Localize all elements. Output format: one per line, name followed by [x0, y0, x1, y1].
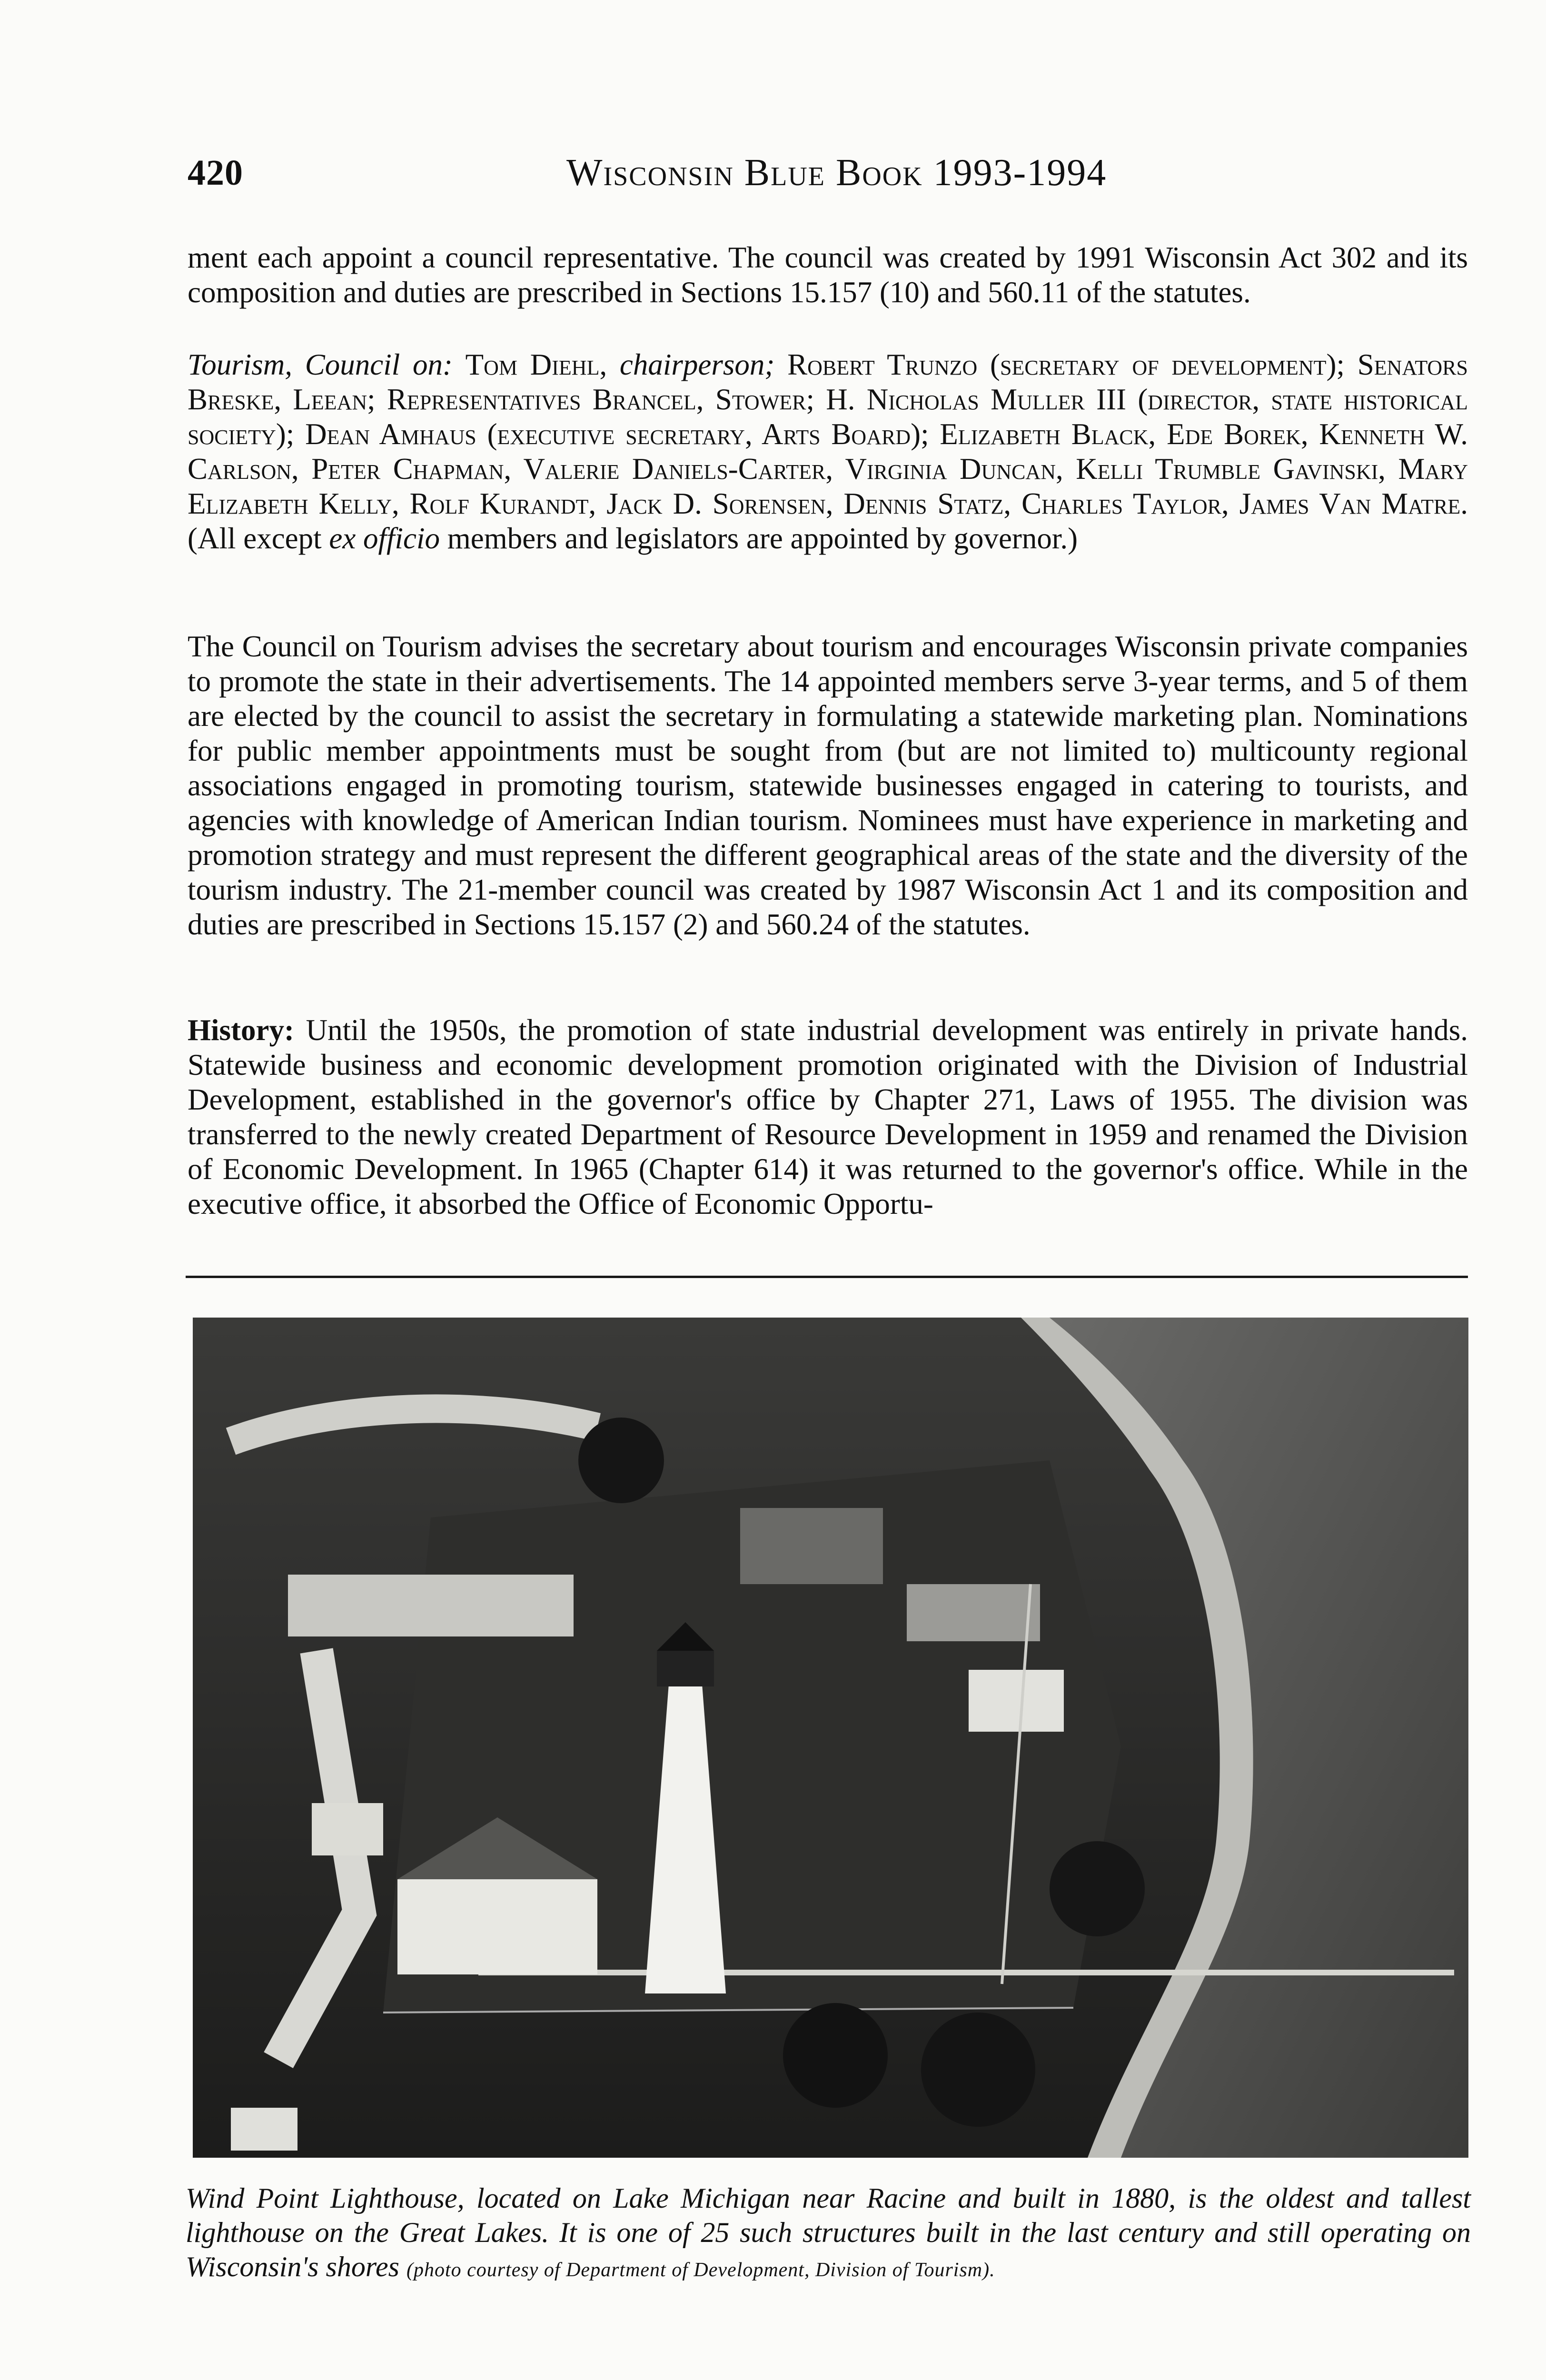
lighthouse-aerial-image — [193, 1318, 1468, 2158]
roster-note-italic: ex officio — [329, 522, 440, 555]
roster-label: Tourism, Council on: — [188, 348, 453, 381]
caption-text: Wind Point Lighthouse, located on Lake Michigan near Racine and built in 1880, is the oldest and tallest lighthouse on the Great Lakes. It is one of 25 such structures built in the last century and still operating on Wisconsin's shores — [186, 2182, 1471, 2282]
running-header: Wisconsin Blue Book 1993-1994 — [566, 152, 1107, 194]
lighthouse-photo — [193, 1318, 1468, 2158]
roster-note-start: (All except — [188, 522, 322, 555]
roster-members: Robert Trunzo (secretary of development); Senators Breske, Leean; Representatives Brancel, Stower; H. Nicholas Muller III (director, state historical society); Dean Amhaus (executive secretary, Arts Board); Elizabeth Black, Ede Borek, Kenneth W. Carlson, Peter Chapman, Valerie Daniels-Carter, Virginia Duncan, Kelli Trumble Gavinski, Mary Elizabeth Kelly, Rolf Kurandt, Jack D. Sorensen, Dennis Statz, Charles Taylor, James Van Matre. — [188, 348, 1468, 520]
photo-caption — [186, 2181, 1471, 2287]
photo-credit: (photo courtesy of Department of Development, Division of Tourism). — [406, 2259, 995, 2281]
history-paragraph — [188, 1013, 1468, 1221]
council-paragraph — [188, 629, 1468, 942]
roster-chair-role: chairperson; — [619, 348, 775, 381]
intro-text: ment each appoint a council representative. The council was created by 1991 Wisconsin Act 302 and its composition and duties are prescribed in Sections 15.157 (10) and 560.11 of the statutes. — [188, 241, 1468, 309]
history-label: History: — [188, 1013, 294, 1047]
roster-chair-name: Tom Diehl, — [465, 348, 607, 381]
tourism-council-roster — [188, 347, 1468, 556]
page-number: 420 — [188, 153, 243, 193]
section-divider — [186, 1276, 1468, 1278]
roster-note-end: members and legislators are appointed by governor.) — [447, 522, 1078, 555]
history-text: Until the 1950s, the promotion of state industrial development was entirely in private hands. Statewide business and economic development promotion originated with the Division of Industrial Development, established in the governor's office by Chapter 271, Laws of 1955. The division was transferred to the newly created Department of Resource Development in 1959 and renamed the Division of Economic Development. In 1965 (Chapter 614) it was returned to the governor's office. While in the executive office, it absorbed the Office of Economic Opportu- — [188, 1013, 1468, 1220]
council-text: The Council on Tourism advises the secretary about tourism and encourages Wisconsin private companies to promote the state in their advertisements. The 14 appointed members serve 3-year terms, and 5 of them are elected by the council to assist the secretary in formulating a statewide marketing plan. Nominations for public member appointments must be sought from (but are not limited to) multicounty regional associations engaged in promoting tourism, statewide businesses engaged in catering to tourists, and agencies with knowledge of American Indian tourism. Nominees must have experience in marketing and promotion strategy and must represent the different geographical areas of the state and the diversity of the tourism industry. The 21-member council was created by 1987 Wisconsin Act 1 and its composition and duties are prescribed in Sections 15.157 (2) and 560.24 of the statutes. — [188, 630, 1468, 941]
intro-paragraph — [188, 240, 1468, 310]
